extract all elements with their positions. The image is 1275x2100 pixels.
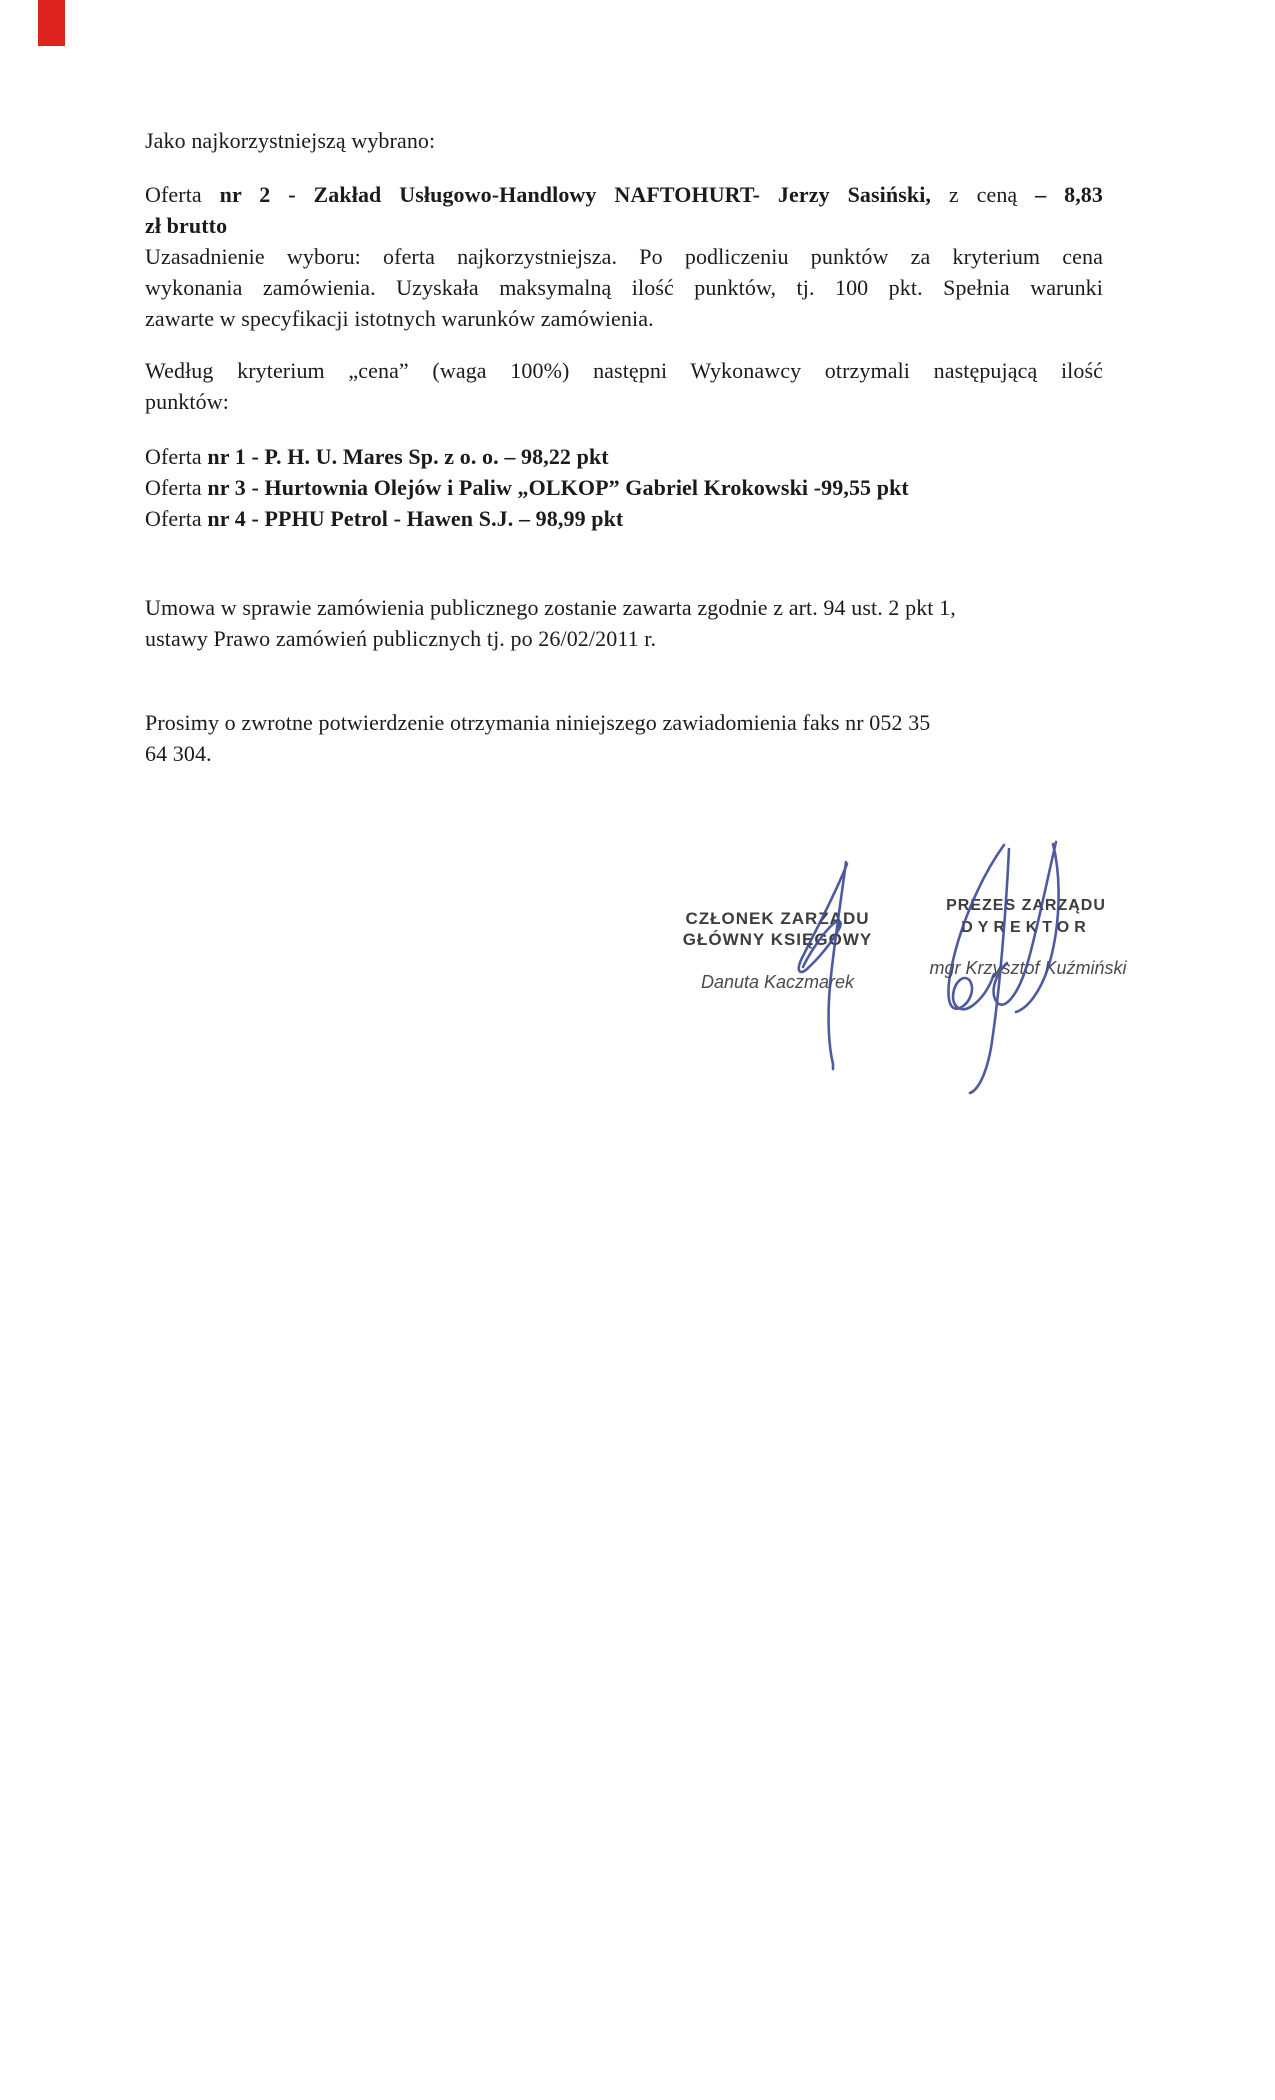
- paragraph-contract-date: [145, 592, 1103, 654]
- text-line: Prosimy o zwrotne potwierdzenie otrzymania niniejszego zawiadomienia faks nr 052 35: [145, 710, 931, 735]
- signature-right-descender: [970, 849, 1009, 1093]
- stamp-right-line1: PREZES ZARZĄDU: [946, 897, 1106, 914]
- text-line: wykonania zamówienia. Uzyskała maksymalną ilość punktów, tj. 100 pkt. Spełnia warunki: [145, 275, 1103, 300]
- paragraph-winning-offer: [145, 179, 1103, 334]
- text-line: zawarte w specyfikacji istotnych warunków zamówienia.: [145, 306, 654, 331]
- signature-left-stroke: [829, 862, 846, 1069]
- text-line: Jako najkorzystniejszą wybrano:: [145, 128, 436, 153]
- text-line: zł brutto: [145, 213, 228, 238]
- paragraph-other-offers-points: [145, 441, 1103, 534]
- paragraph-fax-confirmation: [145, 707, 1103, 769]
- signer-name-right: mgr Krzysztof Kuźmiński: [929, 958, 1127, 978]
- paragraph-selection-intro: [145, 125, 1103, 156]
- text-line: Oferta nr 3 - Hurtownia Olejów i Paliw „OLKOP” Gabriel Krokowski -99,55 pkt: [145, 475, 909, 500]
- handwritten-signatures: [600, 830, 1160, 1110]
- text-line: 64 304.: [145, 741, 212, 766]
- text-line: Umowa w sprawie zamówienia publicznego zostanie zawarta zgodnie z art. 94 ust. 2 pkt 1,: [145, 595, 956, 620]
- text-line: punktów:: [145, 389, 229, 414]
- text-line: Według kryterium „cena” (waga 100%) następni Wykonawcy otrzymali następującą ilość: [145, 358, 1103, 383]
- stamp-right-line2: DYREKTOR: [961, 919, 1091, 936]
- stamp-left-line2: GŁÓWNY KSIĘGOWY: [682, 930, 873, 949]
- text-line: Oferta nr 2 - Zakład Usługowo-Handlowy NAFTOHURT- Jerzy Sasiński, z ceną – 8,83: [145, 182, 1104, 207]
- stamp-left-line1: CZŁONEK ZARZĄDU: [685, 909, 870, 928]
- paragraph-criterion-points-intro: [145, 355, 1103, 417]
- text-line: Oferta nr 1 - P. H. U. Mares Sp. z o. o. – 98,22 pkt: [145, 444, 609, 469]
- signer-name-left: Danuta Kaczmarek: [700, 972, 855, 992]
- text-line: ustawy Prawo zamówień publicznych tj. po 26/02/2011 r.: [145, 626, 657, 651]
- text-line: Uzasadnienie wyboru: oferta najkorzystniejsza. Po podliczeniu punktów za kryterium cena: [145, 244, 1103, 269]
- signature-right-loop: [994, 842, 1056, 1005]
- scan-red-edge-mark: [38, 0, 65, 46]
- signature-left-flourish: [799, 864, 847, 972]
- text-line: Oferta nr 4 - PPHU Petrol - Hawen S.J. – 98,99 pkt: [145, 506, 624, 531]
